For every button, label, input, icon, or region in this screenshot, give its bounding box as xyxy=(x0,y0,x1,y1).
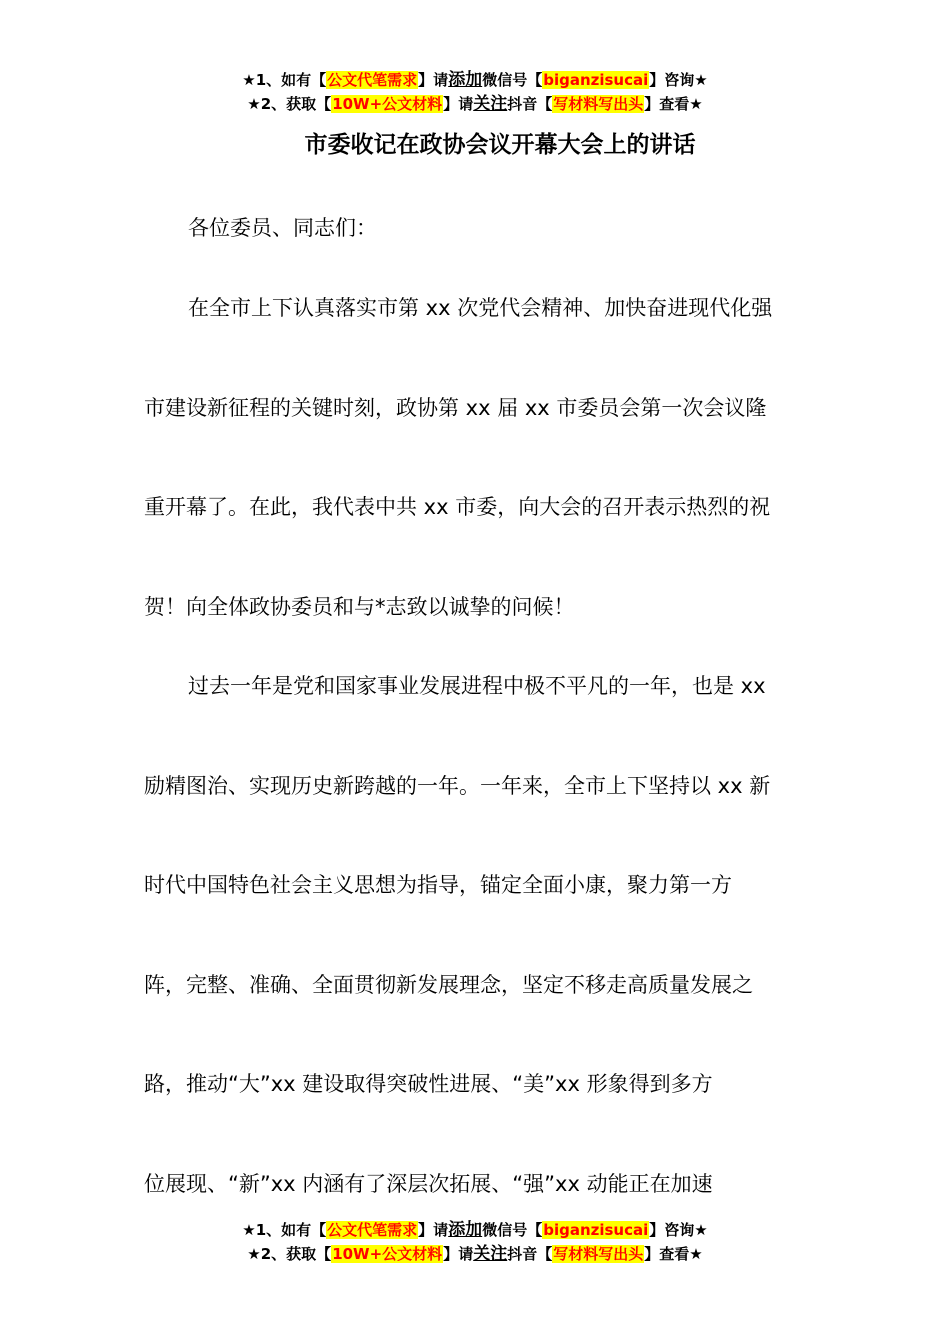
banner-text: 】查看★ xyxy=(644,1245,703,1263)
body-line: 重开幕了。在此，我代表中共 xx 市委，向大会的召开表示热烈的祝 xyxy=(144,495,771,519)
footer-banner xyxy=(0,1218,950,1266)
body-line: 阵，完整、准确、全面贯彻新发展理念，坚定不移走高质量发展之 xyxy=(144,973,753,997)
banner-highlight: biganzisucai xyxy=(543,71,649,89)
body-line: 时代中国特色社会主义思想为指导，锚定全面小康，聚力第一方 xyxy=(144,873,732,897)
body-line: 励精图治、实现历史新跨越的一年。一年来，全市上下坚持以 xx 新 xyxy=(144,774,771,798)
banner-text: 】请 xyxy=(418,71,449,89)
banner-text: 】请 xyxy=(443,95,474,113)
body-line: 路，推动“大”xx 建设取得突破性进展、“美”xx 形象得到多方 xyxy=(144,1072,713,1096)
banner-text: ★2、获取【 xyxy=(247,95,332,113)
banner-underlined: 关注 xyxy=(473,94,508,114)
body-line: 贺！向全体政协委员和与*志致以诚挚的问候！ xyxy=(144,595,575,619)
banner-text: 微信号【 xyxy=(482,71,543,89)
banner-line-1 xyxy=(0,68,950,92)
banner-line-1 xyxy=(0,1218,950,1242)
banner-line-2 xyxy=(0,1242,950,1266)
banner-highlight: 公文代笔需求 xyxy=(327,71,418,89)
body-line: 位展现、“新”xx 内涵有了深层次拓展、“强”xx 动能正在加速 xyxy=(144,1172,713,1196)
banner-text: 】咨询★ xyxy=(649,71,708,89)
banner-text: 】查看★ xyxy=(644,95,703,113)
banner-highlight: 10W+公文材料 xyxy=(332,1245,443,1263)
banner-line-2 xyxy=(0,92,950,116)
banner-highlight: 公文代笔需求 xyxy=(327,1221,418,1239)
banner-text: ★2、获取【 xyxy=(247,1245,332,1263)
banner-highlight: 写材料写出头 xyxy=(553,95,644,113)
header-banner xyxy=(0,68,950,116)
body-line: 在全市上下认真落实市第 xx 次党代会精神、加快奋进现代化强 xyxy=(188,296,773,320)
banner-underlined: 添加 xyxy=(448,1220,483,1240)
banner-text: 抖音【 xyxy=(507,95,553,113)
banner-text: 】请 xyxy=(418,1221,449,1239)
document-title: 市委收记在政协会议开幕大会上的讲话 xyxy=(304,132,696,158)
banner-highlight: biganzisucai xyxy=(543,1221,649,1239)
banner-highlight: 10W+公文材料 xyxy=(332,95,443,113)
banner-text: 微信号【 xyxy=(482,1221,543,1239)
banner-text: ★1、如有【 xyxy=(242,1221,327,1239)
banner-underlined: 关注 xyxy=(473,1244,508,1264)
body-line: 市建设新征程的关键时刻，政协第 xx 届 xx 市委员会第一次会议隆 xyxy=(144,396,767,420)
banner-highlight: 写材料写出头 xyxy=(553,1245,644,1263)
banner-text: 抖音【 xyxy=(507,1245,553,1263)
salutation: 各位委员、同志们： xyxy=(188,216,377,240)
banner-underlined: 添加 xyxy=(448,70,483,90)
banner-text: 】请 xyxy=(443,1245,474,1263)
banner-text: ★1、如有【 xyxy=(242,71,327,89)
body-line: 过去一年是党和国家事业发展进程中极不平凡的一年，也是 xx xyxy=(188,674,766,698)
banner-text: 】咨询★ xyxy=(649,1221,708,1239)
